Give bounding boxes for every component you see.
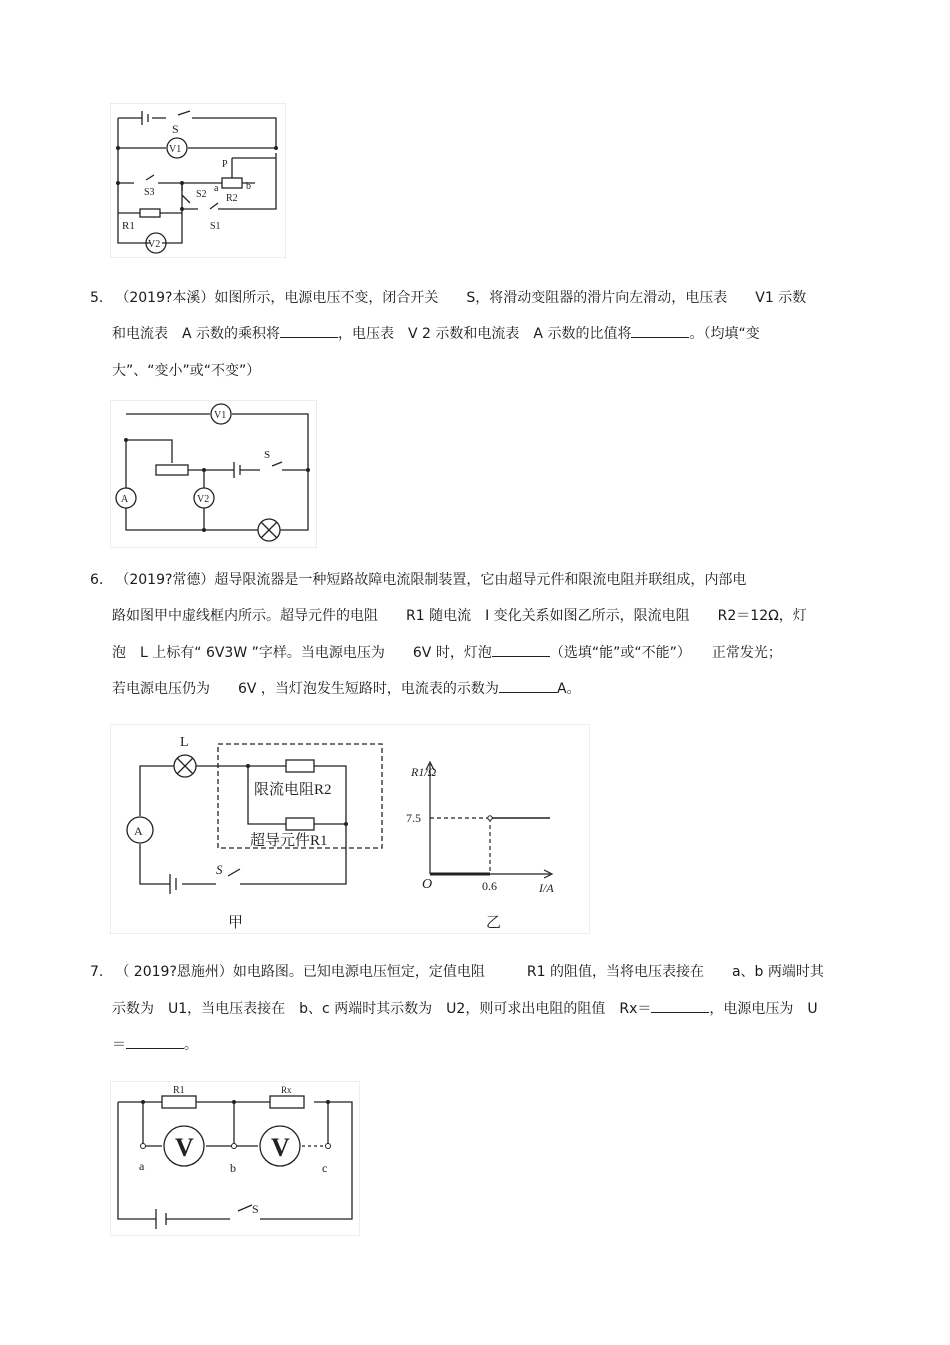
figure-q7-circuit: [110, 1081, 360, 1236]
q6-fig-r2-label: 限流电阻R2: [254, 782, 332, 798]
q6-fig-l: L: [180, 735, 189, 750]
q6-chart-x-label: I/A: [539, 881, 554, 895]
q7-fig-s: S: [252, 1202, 259, 1216]
q7-fig-v-left: V: [175, 1133, 194, 1162]
q4-label-r2: R2: [226, 193, 238, 204]
q5-fig-s: S: [264, 449, 271, 461]
q6-line4b: A。: [556, 681, 581, 697]
q5-fig-v1: V1: [214, 410, 227, 421]
q4-label-p: P: [222, 159, 228, 170]
q6-chart-point: [488, 816, 492, 820]
q5-line3: 大”、“变小”或“不变”）: [112, 363, 261, 379]
q6-chart-y-label: R1/Ω: [411, 765, 437, 779]
q7-fig-c: c: [322, 1161, 328, 1175]
q7-fig-b: b: [230, 1161, 236, 1175]
question-7: [90, 961, 870, 1056]
q5-fig-a: A: [121, 494, 129, 505]
q7-fig-r1: R1: [173, 1085, 185, 1096]
q7-line1: （ 2019?恩施州）如电路图。已知电源电压恒定，定值电阻 R1 的阻值，当将电压表接在 a、b 两端时其: [115, 964, 824, 980]
q5-line2a: 和电流表 A 示数的乘积将: [112, 326, 281, 342]
q6-chart-series: [430, 816, 550, 874]
q4-label-s2: S2: [196, 189, 207, 200]
q7-blank-1[interactable]: [651, 998, 709, 1013]
q4-label-v2: V2: [148, 239, 161, 250]
q6-fig-yi: 乙: [486, 915, 502, 931]
q5-line2b: ，电压表 V 2 示数和电流表 A 示数的比值将: [338, 326, 632, 342]
q5-blank-2[interactable]: [631, 323, 689, 338]
q7-number: 7.: [90, 964, 104, 980]
q5-line1: （2019?本溪）如图所示，电源电压不变，闭合开关 S，将滑动变阻器的滑片向左滑动，电压表 V1 示数: [115, 290, 807, 306]
q6-chart-yi: [406, 762, 554, 931]
q6-line2: 路如图甲中虚线框内所示。超导元件的电阻 R1 随电流 I 变化关系如图乙所示，限流电阻 R2＝12Ω，灯: [112, 608, 807, 624]
q6-circuit-jia: [127, 744, 382, 894]
q7-line2b: ，电源电压为 U: [709, 1001, 818, 1017]
q6-line3b: （选填“能”或“不能”） 正常发光；: [549, 645, 782, 661]
q6-chart-y-tick: 7.5: [406, 811, 421, 825]
question-5: [90, 287, 870, 377]
figure-q6: [110, 724, 590, 934]
q4-label-r1: R1: [122, 220, 135, 232]
q6-line3a: 泡 L 上标有“ 6V3W ”字样。当电源电压为 6V 时，灯泡: [112, 645, 492, 661]
question-6: [90, 569, 870, 699]
q6-line4a: 若电源电压仍为 6V ，当灯泡发生短路时，电流表的示数为: [112, 681, 499, 697]
q4-label-s3: S3: [144, 187, 155, 198]
q7-fig-a: a: [139, 1159, 145, 1173]
q6-fig-a: A: [134, 824, 143, 838]
figure-q5-circuit: [110, 400, 317, 548]
q6-line1: （2019?常德）超导限流器是一种短路故障电流限制装置，它由超导元件和限流电阻并联组成，内部电: [115, 572, 747, 588]
q4-label-b: b: [246, 181, 251, 192]
q6-number: 6.: [90, 572, 104, 588]
q7-fig-v-right: V: [271, 1133, 290, 1162]
figure-q4-circuit: [110, 103, 286, 258]
q4-label-s1: S1: [210, 221, 221, 232]
q7-line3b: 。: [184, 1037, 198, 1053]
q6-fig-r1-label: 超导元件R1: [250, 833, 328, 849]
q6-chart-origin: O: [422, 877, 433, 892]
q5-number: 5.: [90, 290, 104, 306]
q7-line3a: ＝: [112, 1037, 126, 1053]
q5-blank-1[interactable]: [280, 323, 338, 338]
q5-line2c: 。（均填“变: [689, 326, 760, 342]
q6-blank-1[interactable]: [492, 642, 550, 657]
q4-label-s: S: [172, 122, 179, 136]
q6-blank-2[interactable]: [499, 678, 557, 693]
q4-label-v1: V1: [169, 144, 182, 155]
q7-blank-2[interactable]: [126, 1034, 184, 1049]
q6-fig-s: S: [216, 862, 223, 877]
q6-fig-jia: 甲: [228, 915, 244, 931]
q5-fig-v2: V2: [197, 494, 210, 505]
q6-chart-x-tick: 0.6: [482, 879, 497, 893]
q7-fig-rx: Rx: [281, 1085, 292, 1095]
q7-line2a: 示数为 U1，当电压表接在 b、c 两端时其示数为 U2，则可求出电阻的阻值 Rx＝: [112, 1001, 652, 1017]
q4-label-a: a: [214, 183, 219, 194]
